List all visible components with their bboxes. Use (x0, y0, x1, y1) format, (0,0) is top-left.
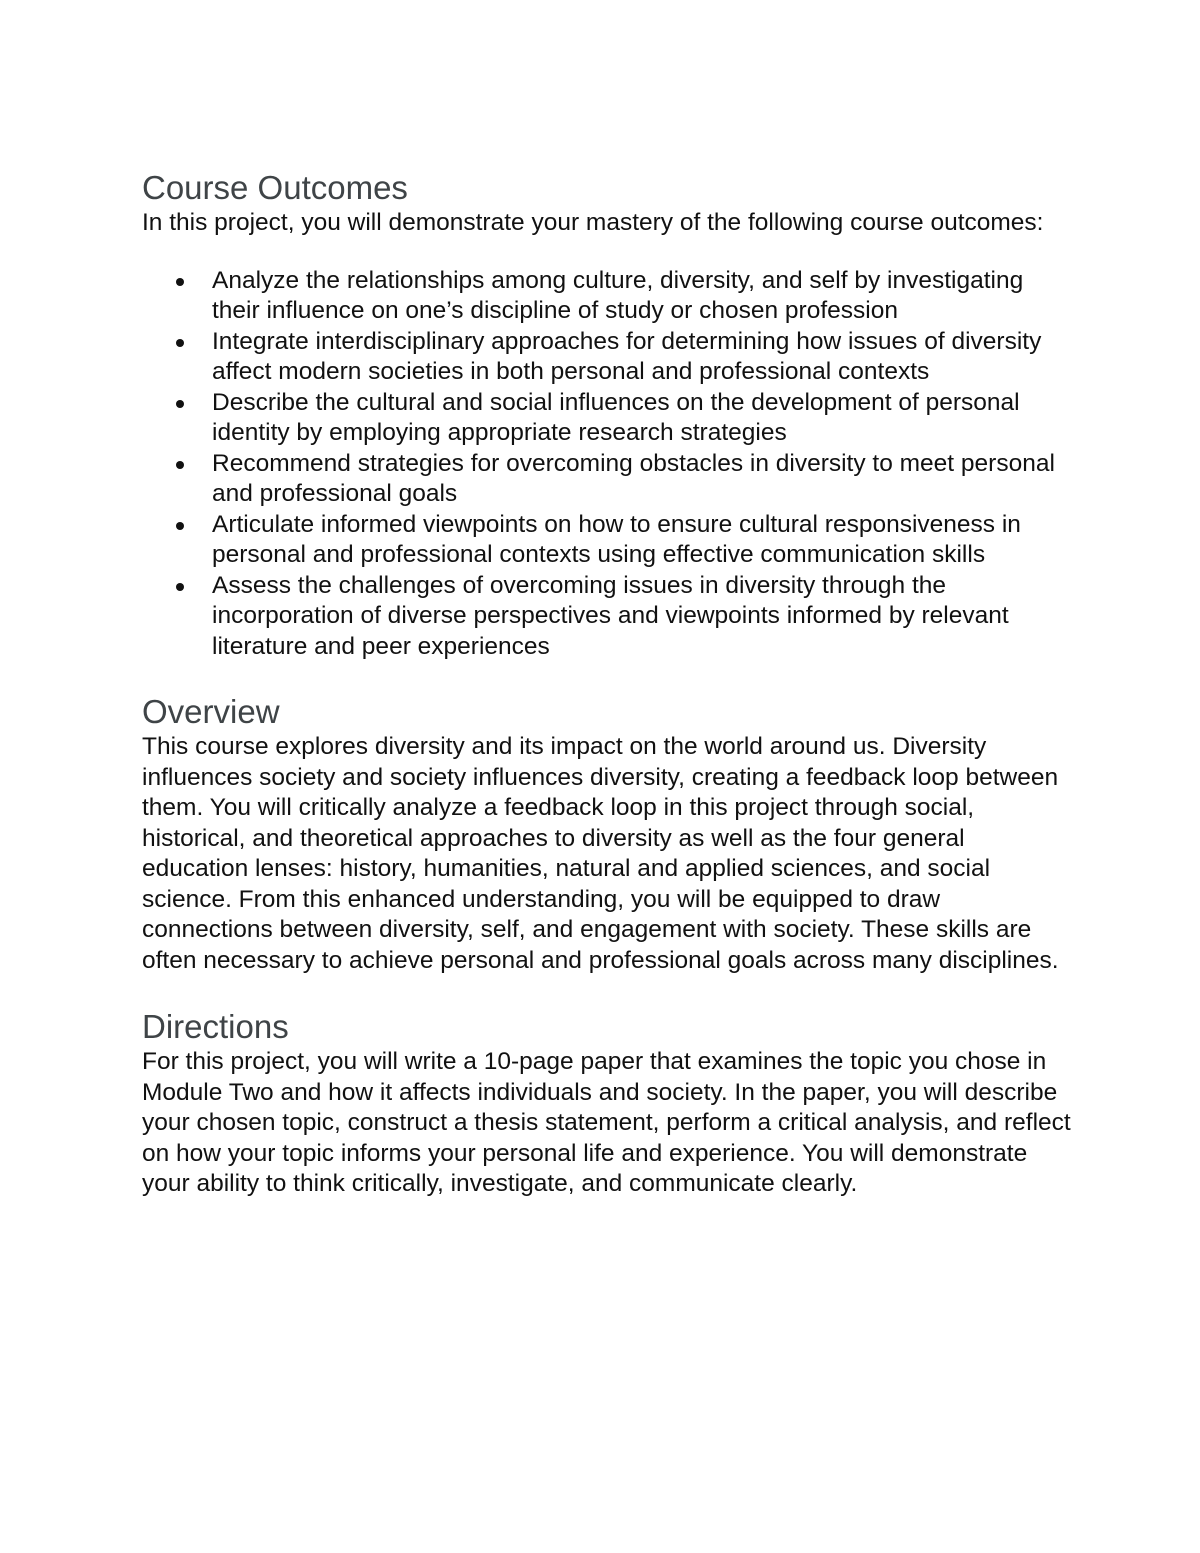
overview-body: This course explores diversity and its impact on the world around us. Diversity influences society and society influences diversity, creating a feedback loop between them. You will critically analyze a feedback loop in this project through social, historical, and theoretical approaches to diversity as well as the four general education lenses: history, humanities, natural and applied sciences, and social science. From this enhanced understanding, you will be equipped to draw connections between diversity, self, and engagement with society. These skills are often necessary to achieve personal and professional goals across many disciplines. (142, 733, 1059, 974)
document-page (142, 168, 1072, 1200)
list-item (212, 327, 1072, 388)
list-item-text: Recommend strategies for overcoming obstacles in diversity to meet personal and professional goals (212, 449, 1055, 507)
list-item-text: Articulate informed viewpoints on how to ensure cultural responsiveness in personal and professional contexts using effective communication skills (212, 510, 1021, 568)
list-item-text: Analyze the relationships among culture, diversity, and self by investigating their influence on one’s discipline of study or chosen profession (212, 266, 1024, 324)
list-item (212, 388, 1072, 449)
list-item-text: Describe the cultural and social influences on the development of personal identity by employing appropriate research strategies (212, 388, 1020, 446)
directions-body: For this project, you will write a 10-page paper that examines the topic you chose in Module Two and how it affects individuals and society. In the paper, you will describe your chosen topic, construct a thesis statement, perform a critical analysis, and reflect on how your topic informs your personal life and experience. You will demonstrate your ability to think critically, investigate, and communicate clearly. (142, 1048, 1071, 1197)
list-item (212, 449, 1072, 510)
bullet-icon (176, 461, 184, 469)
bullet-icon (176, 339, 184, 347)
list-item-text: Integrate interdisciplinary approaches for determining how issues of diversity affect modern societies in both personal and professional contexts (212, 327, 1042, 385)
list-item-text: Assess the challenges of overcoming issues in diversity through the incorporation of diverse perspectives and viewpoints informed by relevant literature and peer experiences (212, 571, 1009, 660)
overview-heading: Overview (142, 693, 280, 730)
directions-heading: Directions (142, 1008, 289, 1045)
bullet-icon (176, 522, 184, 530)
list-item (212, 510, 1072, 571)
overview-section (142, 692, 1072, 976)
course-outcomes-section (142, 168, 1072, 662)
bullet-icon (176, 278, 184, 286)
list-item (212, 266, 1072, 327)
directions-section (142, 1007, 1072, 1200)
bullet-icon (176, 583, 184, 591)
bullet-icon (176, 400, 184, 408)
course-outcomes-list (142, 266, 1072, 663)
course-outcomes-intro: In this project, you will demonstrate your mastery of the following course outcomes: (142, 209, 1044, 236)
course-outcomes-heading: Course Outcomes (142, 169, 408, 206)
list-item (212, 571, 1072, 663)
